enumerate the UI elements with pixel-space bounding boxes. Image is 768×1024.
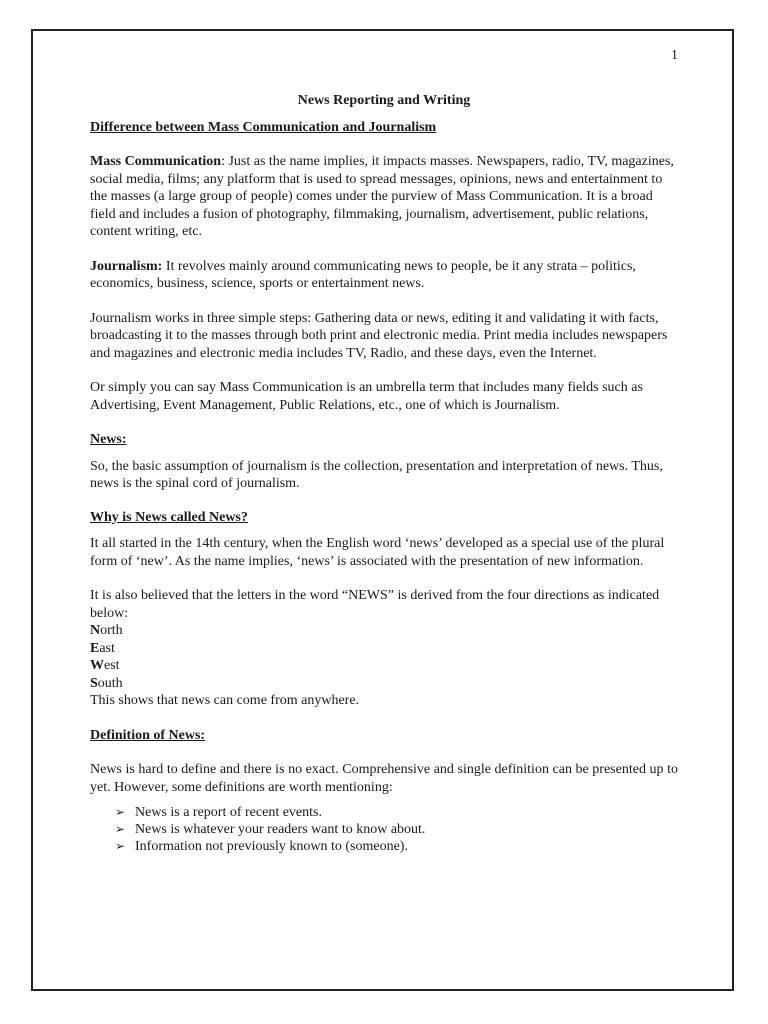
section-heading-why-news: Why is News called News? [90,509,248,525]
section-heading-definition: Definition of News: [90,727,206,743]
paragraph-definition-intro: News is hard to define and there is no exact. Comprehensive and single definition can be presented up to yet. However, some definitions are worth mentioning: [90,762,678,795]
paragraph-umbrella-term: Or simply you can say Mass Communication is an umbrella term that includes many fields such as Advertising, Event Management, Public Relations, etc., one of which is Journalism. [90,380,643,413]
definition-list [90,804,678,855]
document-title: News Reporting and Writing [297,93,471,108]
term-journalism: Journalism: [90,258,163,274]
direction-south [90,675,678,693]
paragraph-directions-intro: It is also believed that the letters in the word “NEWS” is derived from the four directions as indicated below: [90,588,660,621]
arrow-bullet-icon: ➢ [115,805,126,819]
page-number: 1 [671,48,678,63]
direction-letter: W [90,658,104,673]
term-mass-communication: Mass Communication [90,154,222,169]
list-item-text: News is whatever your readers want to know about. [135,822,426,837]
direction-letter: S [90,675,98,691]
paragraph-journalism-steps: Journalism works in three simple steps: Gathering data or news, editing it and validating it with facts, broadcasting it to the masses through both print and electronic media. Print media includes newspapers and magazines and electronic media includes TV, Radio, and these days, even the Internet. [90,310,668,361]
direction-rest: ast [99,640,115,656]
section-heading-news: News: [90,432,127,447]
direction-north [90,622,678,640]
paragraph-news: So, the basic assumption of journalism is the collection, presentation and interpretation of news. Thus, news is the spinal cord of journalism. [90,458,663,491]
direction-east [90,640,678,658]
paragraph-origin: It all started in the 14th century, when the English word ‘news’ developed as a special use of the plural form of ‘new’. As the name implies, ‘news’ is associated with the presentation of new information. [90,536,665,569]
arrow-bullet-icon: ➢ [115,822,126,836]
list-item [115,838,678,855]
directions-list [90,622,678,692]
list-item [115,804,678,821]
direction-west [90,657,678,675]
paragraph-journalism [90,258,678,293]
direction-rest: orth [100,623,123,638]
direction-letter: N [90,623,101,638]
direction-rest: outh [97,675,123,691]
list-item [115,821,678,838]
paragraph-conclusion: This shows that news can come from anywhere. [90,693,360,708]
document-body [90,92,678,855]
mass-communication-text: : Just as the name implies, it impacts masses. Newspapers, radio, TV, magazines, social media, films; any platform that is used to spread messages, opinions, news and entertainment to the masses (a large group of people) comes under the purview of Mass Communication. It is a broad field and includes a fusion of photography, filmmaking, journalism, advertisement, public relations, content writing, etc. [90,154,674,239]
arrow-bullet-icon: ➢ [115,839,126,853]
section-heading-difference: Difference between Mass Communication and Journalism [90,119,437,135]
journalism-text: It revolves mainly around communicating news to people, be it any strata – politics, economics, business, science, sports or entertainment news. [90,258,636,291]
list-item-text: News is a report of recent events. [135,805,322,820]
list-item-text: Information not previously known to (someone). [135,839,408,854]
paragraph-mass-communication [90,153,678,241]
direction-rest: est [104,658,120,673]
direction-letter: E [90,640,100,656]
